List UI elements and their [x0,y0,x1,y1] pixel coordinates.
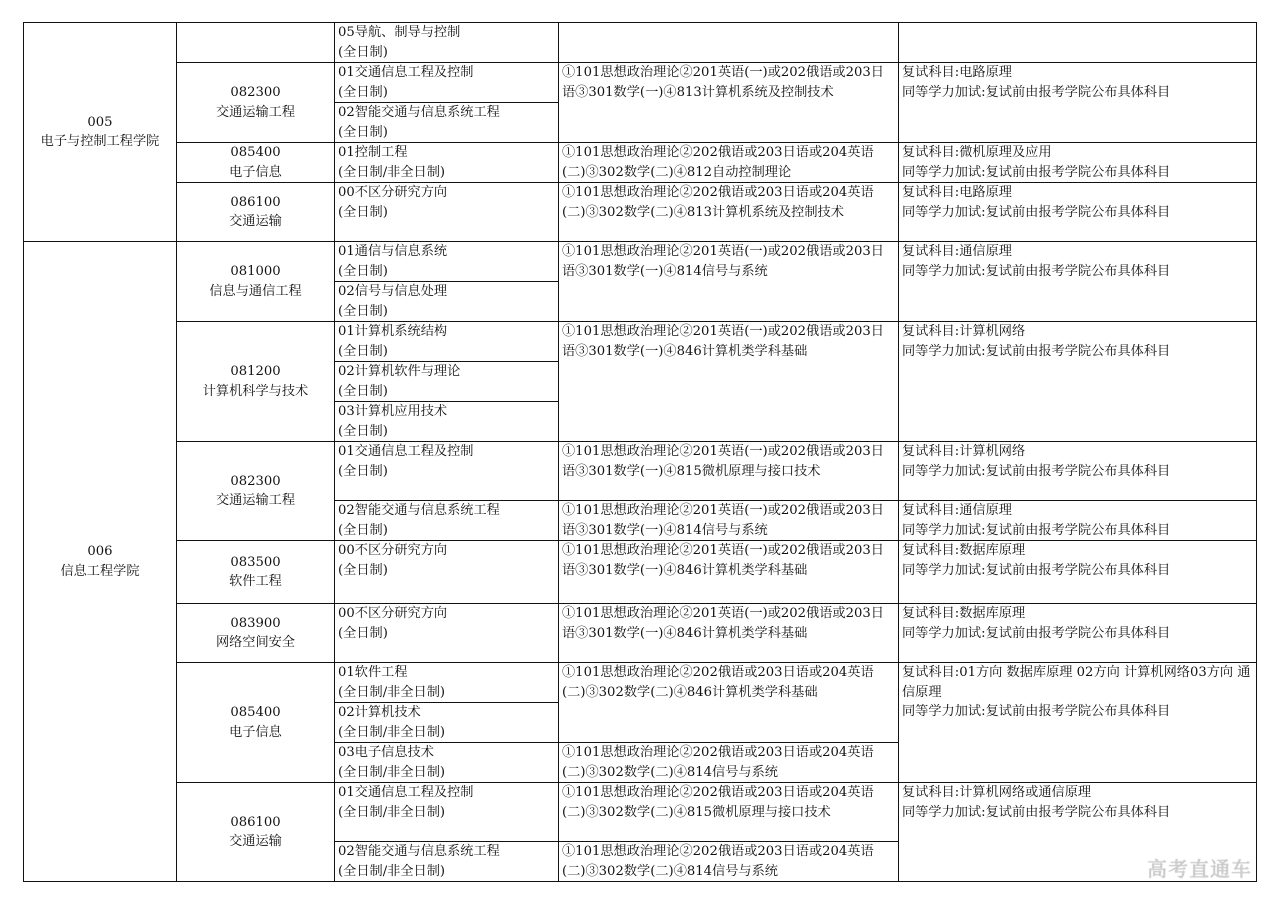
major-cell: 082300 交通运输工程 [177,442,335,541]
exam-cell: ①101思想政治理论②201英语(一)或202俄语或203日语③301数学(一)④815微机原理与接口技术 [559,442,899,501]
exam-cell: ①101思想政治理论②201英语(一)或202俄语或203日语③301数学(一)④846计算机类学科基础 [559,604,899,663]
direction-cell: 03计算机应用技术 (全日制) [335,402,559,442]
direction-cell: 01交通信息工程及控制 (全日制) [335,63,559,103]
college-cell: 006 信息工程学院 [24,242,177,882]
retest-cell: 复试科目:微机原理及应用 同等学力加试:复试前由报考学院公布具体科目 [899,143,1257,183]
direction-cell: 03电子信息技术 (全日制/非全日制) [335,743,559,783]
admissions-table [23,22,1257,882]
exam-cell: ①101思想政治理论②201英语(一)或202俄语或203日语③301数学(一)④814信号与系统 [559,501,899,541]
major-cell-empty [177,23,335,63]
retest-cell: 复试科目:电路原理 同等学力加试:复试前由报考学院公布具体科目 [899,63,1257,143]
major-cell: 085400 电子信息 [177,143,335,183]
major-cell: 085400 电子信息 [177,663,335,783]
major-cell: 082300 交通运输工程 [177,63,335,143]
watermark: 高考直通车 [1147,857,1252,881]
direction-cell: 02计算机技术 (全日制/非全日制) [335,703,559,743]
retest-cell: 复试科目:01方向 数据库原理 02方向 计算机网络03方向 通信原理 同等学力加试:复试前由报考学院公布具体科目 [899,663,1257,783]
direction-cell: 01通信与信息系统 (全日制) [335,242,559,282]
retest-cell [899,23,1257,63]
direction-cell: 01控制工程 (全日制/非全日制) [335,143,559,183]
direction-cell: 00不区分研究方向 (全日制) [335,541,559,604]
direction-cell: 01软件工程 (全日制/非全日制) [335,663,559,703]
exam-cell: ①101思想政治理论②202俄语或203日语或204英语(二)③302数学(二)④814信号与系统 [559,743,899,783]
direction-cell: 01交通信息工程及控制 (全日制) [335,442,559,501]
exam-cell: ①101思想政治理论②202俄语或203日语或204英语(二)③302数学(二)④815微机原理与接口技术 [559,783,899,842]
direction-cell: 02智能交通与信息系统工程 (全日制) [335,103,559,143]
exam-cell: ①101思想政治理论②202俄语或203日语或204英语(二)③302数学(二)④813计算机系统及控制技术 [559,183,899,242]
retest-cell: 复试科目:数据库原理 同等学力加试:复试前由报考学院公布具体科目 [899,541,1257,604]
direction-cell: 00不区分研究方向 (全日制) [335,604,559,663]
direction-cell: 02智能交通与信息系统工程 (全日制) [335,501,559,541]
major-cell: 081200 计算机科学与技术 [177,322,335,442]
direction-cell: 05导航、制导与控制 (全日制) [335,23,559,63]
exam-cell: ①101思想政治理论②201英语(一)或202俄语或203日语③301数学(一)④846计算机类学科基础 [559,322,899,442]
major-cell: 083900 网络空间安全 [177,604,335,663]
retest-cell: 复试科目:计算机网络 同等学力加试:复试前由报考学院公布具体科目 [899,442,1257,501]
major-cell: 081000 信息与通信工程 [177,242,335,322]
exam-cell: ①101思想政治理论②202俄语或203日语或204英语(二)③302数学(二)④814信号与系统 [559,842,899,882]
retest-cell: 复试科目:电路原理 同等学力加试:复试前由报考学院公布具体科目 [899,183,1257,242]
exam-cell [559,23,899,63]
direction-cell: 02计算机软件与理论 (全日制) [335,362,559,402]
direction-cell: 01计算机系统结构 (全日制) [335,322,559,362]
retest-cell: 复试科目:通信原理 同等学力加试:复试前由报考学院公布具体科目 [899,501,1257,541]
direction-cell: 01交通信息工程及控制 (全日制/非全日制) [335,783,559,842]
exam-cell: ①101思想政治理论②202俄语或203日语或204英语(二)③302数学(二)④812自动控制理论 [559,143,899,183]
exam-cell: ①101思想政治理论②202俄语或203日语或204英语(二)③302数学(二)④846计算机类学科基础 [559,663,899,743]
retest-cell: 复试科目:通信原理 同等学力加试:复试前由报考学院公布具体科目 [899,242,1257,322]
retest-cell: 复试科目:计算机网络 同等学力加试:复试前由报考学院公布具体科目 [899,322,1257,442]
exam-cell: ①101思想政治理论②201英语(一)或202俄语或203日语③301数学(一)④814信号与系统 [559,242,899,322]
college-cell: 005 电子与控制工程学院 [24,23,177,242]
major-cell: 086100 交通运输 [177,183,335,242]
major-cell: 086100 交通运输 [177,783,335,882]
direction-cell: 02信号与信息处理 (全日制) [335,282,559,322]
direction-cell: 00不区分研究方向 (全日制) [335,183,559,242]
direction-cell: 02智能交通与信息系统工程 (全日制/非全日制) [335,842,559,882]
retest-cell: 复试科目:数据库原理 同等学力加试:复试前由报考学院公布具体科目 [899,604,1257,663]
exam-cell: ①101思想政治理论②201英语(一)或202俄语或203日语③301数学(一)④846计算机类学科基础 [559,541,899,604]
major-cell: 083500 软件工程 [177,541,335,604]
exam-cell: ①101思想政治理论②201英语(一)或202俄语或203日语③301数学(一)④813计算机系统及控制技术 [559,63,899,143]
retest-cell: 复试科目:计算机网络或通信原理 同等学力加试:复试前由报考学院公布具体科目 [899,783,1257,882]
